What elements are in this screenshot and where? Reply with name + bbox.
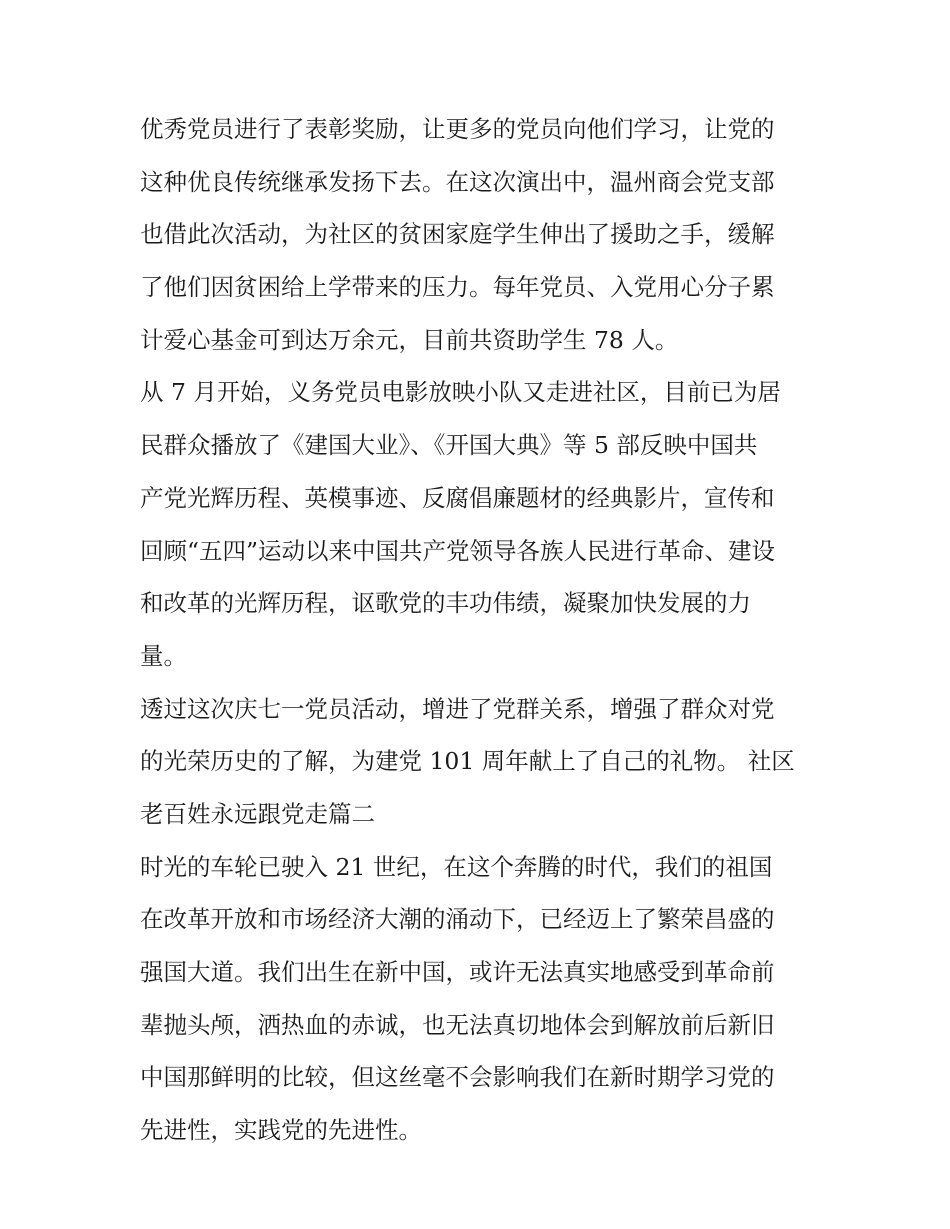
text-line: 量。 [140,641,187,670]
text-line: 强国大道。我们出生在新中国，或许无法真实地感受到革命前 [140,958,775,986]
text-line: 也借此次活动，为社区的贫困家庭学生伸出了援助之手，缓解 [140,220,775,249]
text-line: 透过这次庆七一党员活动，增进了党群关系，增强了群众对党 [140,694,775,723]
text-line: 从 7 月开始，义务党员电影放映小队又走进社区，目前已为居 [140,378,781,407]
text-line: 了他们因贫困给上学带来的压力。每年党员、入党用心分子累 [140,273,775,302]
document-body [140,103,820,1157]
text-line: 这种优良传统继承发扬下去。在这次演出中，温州商会党支部 [140,167,775,196]
text-line: 回顾“五四”运动以来中国共产党领导各族人民进行革命、建设 [140,536,776,565]
text-line: 在改革开放和市场经济大潮的涌动下，已经迈上了繁荣昌盛的 [140,905,775,934]
text-line: 的光荣历史的了解，为建党 101 周年献上了自己的礼物。 社区 [140,747,795,776]
text-line: 和改革的光辉历程，讴歌党的丰功伟绩，凝聚加快发展的力 [140,589,751,618]
section-heading: 老百姓永远跟党走篇二 [140,799,375,828]
text-line: 计爱心基金可到达万余元，目前共资助学生 78 人。 [140,325,679,354]
text-line: 辈抛头颅，洒热血的赤诚，也无法真切地体会到解放前后新旧 [140,1010,775,1039]
text-line: 产党光辉历程、英模事迹、反腐倡廉题材的经典影片，宣传和 [140,483,775,512]
text-line: 优秀党员进行了表彰奖励，让更多的党员向他们学习，让党的 [140,115,775,143]
text-line: 时光的车轮已驶入 21 世纪，在这个奔腾的时代，我们的祖国 [140,852,773,881]
text-line: 民群众播放了《建国大业》、《开国大典》等 5 部反映中国共 [140,431,758,460]
text-line: 先进性，实践党的先进性。 [140,1116,422,1145]
text-line: 中国那鲜明的比较，但这丝毫不会影响我们在新时期学习党的 [140,1063,775,1092]
